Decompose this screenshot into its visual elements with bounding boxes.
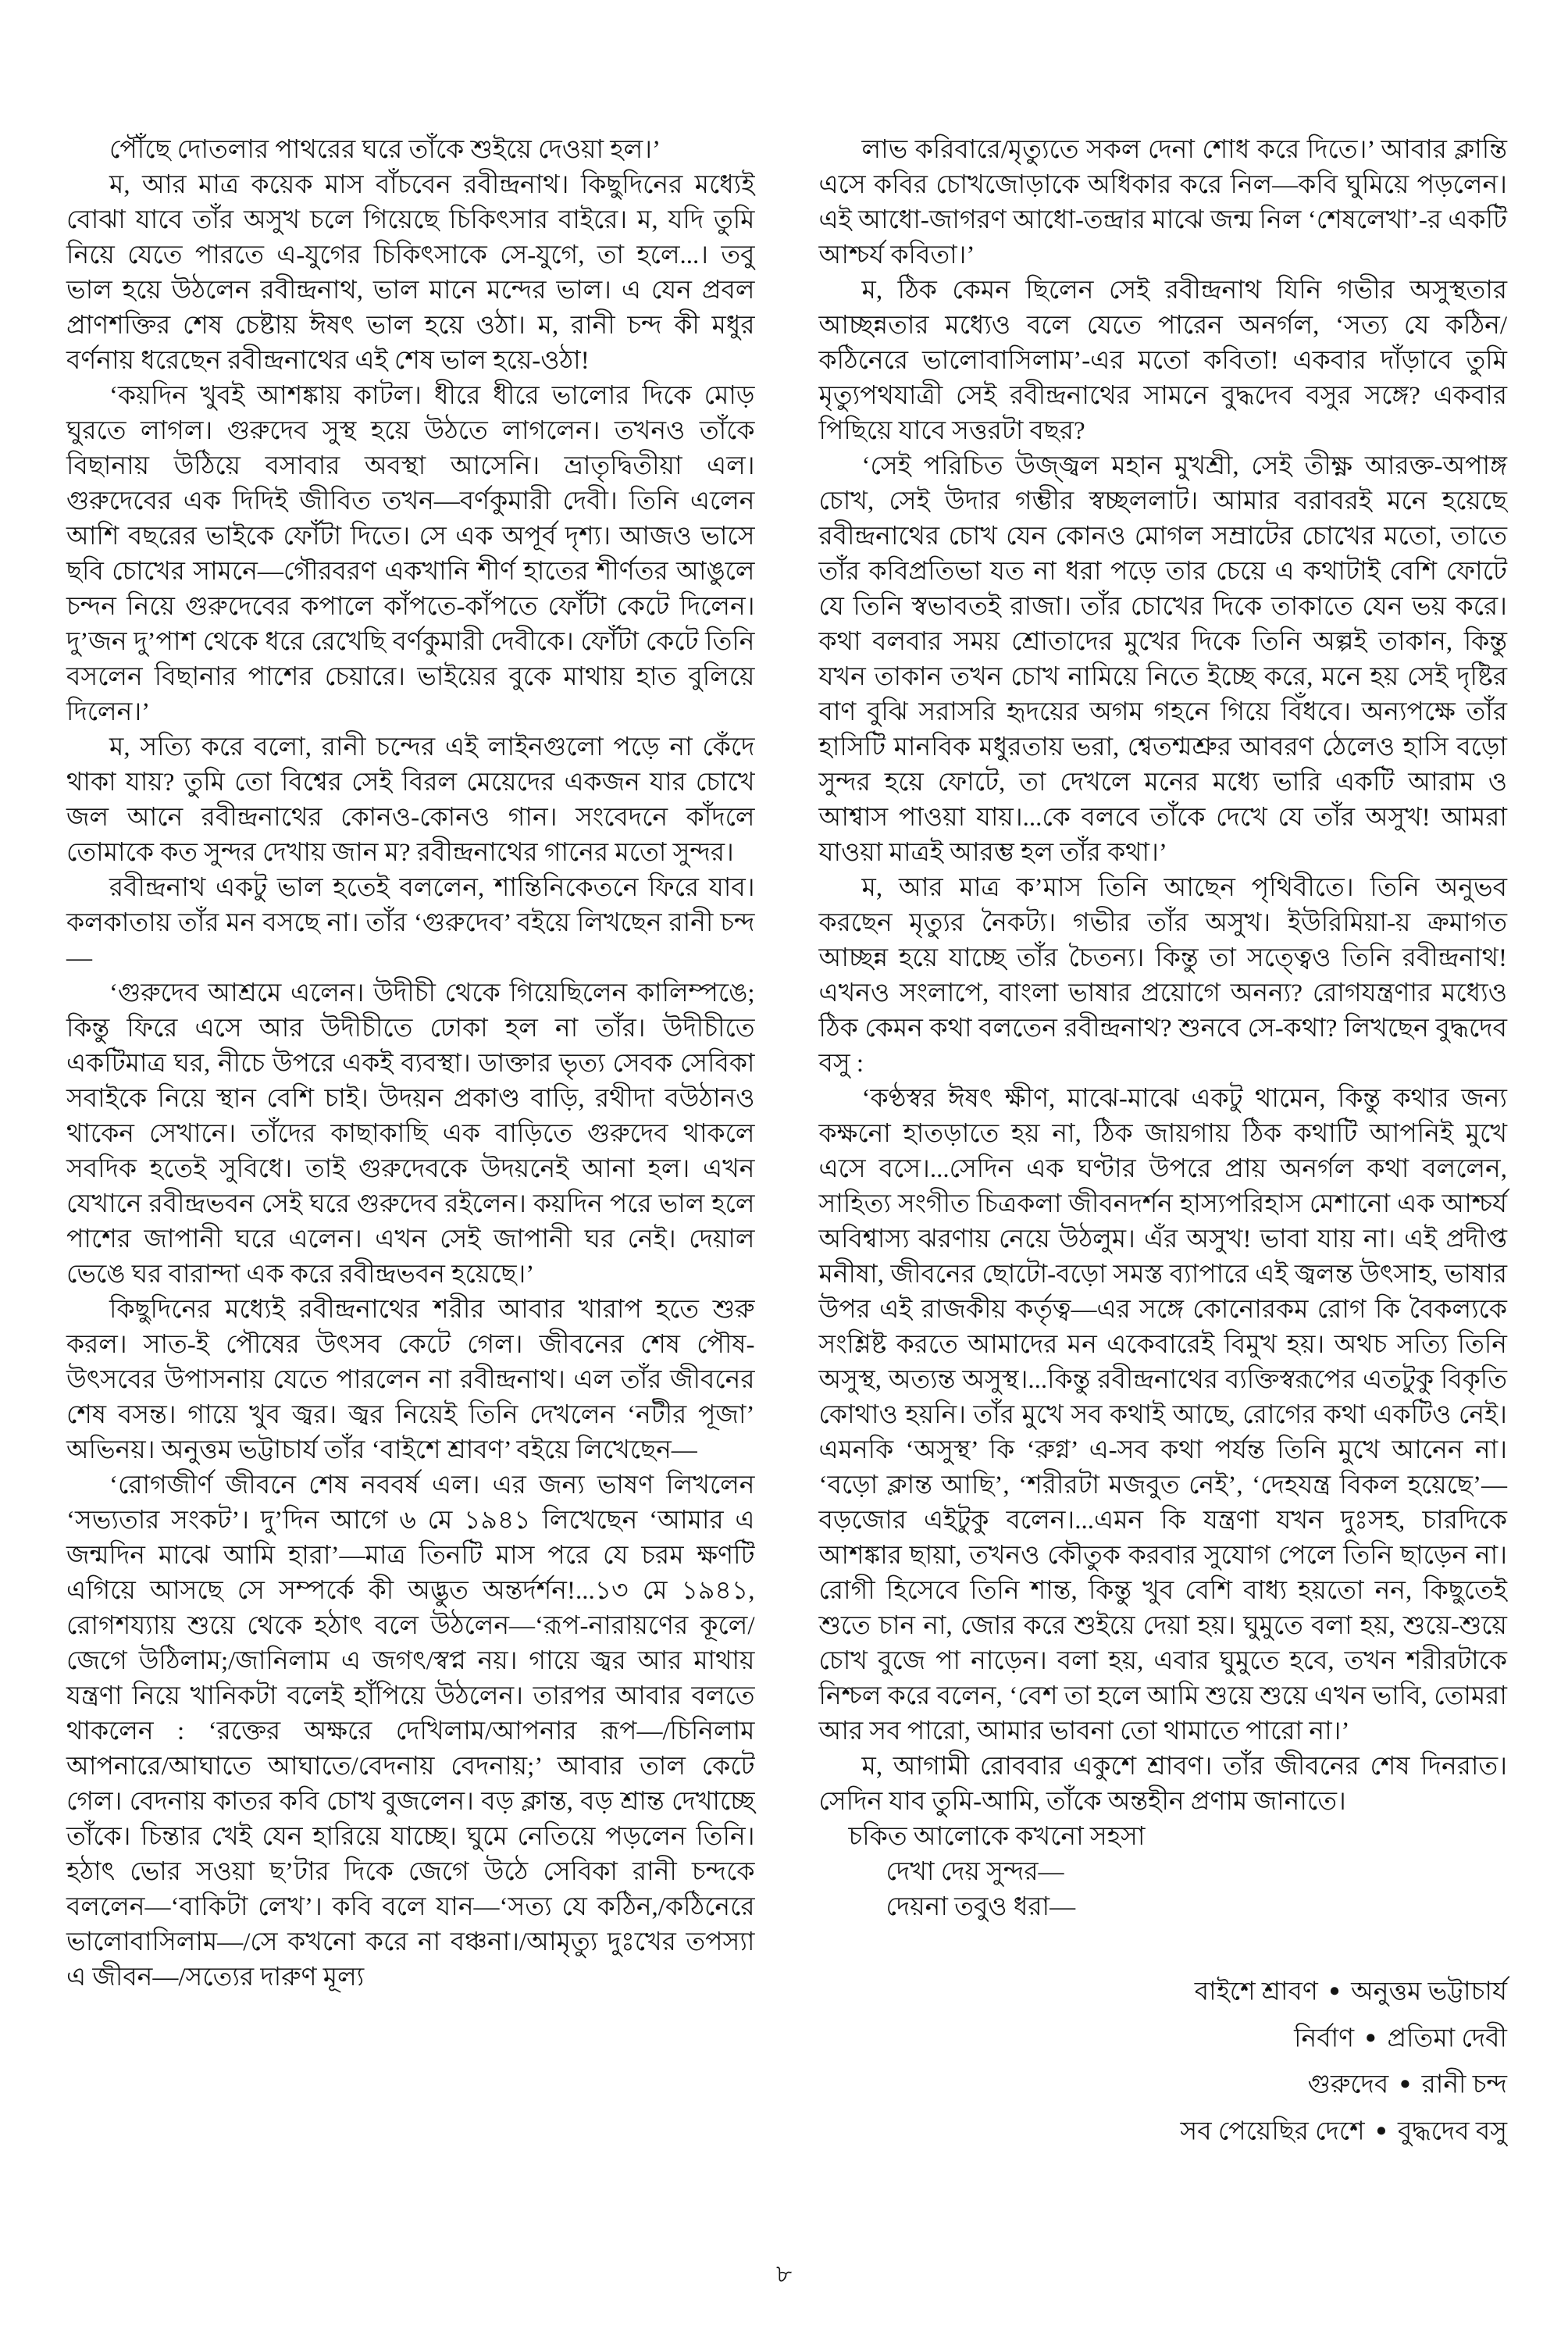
reference-author: রানী চন্দ [1421,2070,1507,2099]
bullet-icon: ● [1399,2074,1411,2095]
paragraph: ম, আগামী রোববার একুশে শ্রাবণ। তাঁর জীবনের শেষ দিনরাত। সেদিন যাব তুমি-আমি, তাঁকে অন্তহীন প্রণাম জানাতে। [818,1753,1507,1816]
right-column [819,133,1508,2155]
bullet-icon: ● [1365,2027,1377,2048]
reference-title: বাইশে শ্রাবণ [1194,1977,1318,2006]
reference-title: গুরুদেব [1307,2070,1389,2099]
paragraph: ম, আর মাত্র ক’মাস তিনি আছেন পৃথিবীতে। তিনি অনুভব করছেন মৃত্যুর নৈকট্য। গভীর তাঁর অসুখ। ইউরিমিয়া-য় ক্রমাগত আচ্ছন্ন হয়ে যাচ্ছে তাঁর চৈতন্য। কিন্তু তা সত্ত্বেও তিনি রবীন্দ্রনাথ! এখনও সংলাপে, বাংলা ভাষার প্রয়োগে অনন্য? রোগযন্ত্রণার মধ্যেও ঠিক কেমন কথা বলতেন রবীন্দ্রনাথ? শুনবে সে-কথা? লিখছেন বুদ্ধদেব বসু : [818,874,1507,1078]
bullet-icon: ● [1375,2120,1388,2141]
paragraph: ‘কণ্ঠস্বর ঈষৎ ক্ষীণ, মাঝে-মাঝে একটু থামেন, কিন্তু কথার জন্য কক্ষনো হাতড়াতে হয় না, ঠিক জায়গায় ঠিক কথাটি আপনিই মুখে এসে বসে।...সেদিন এক ঘণ্টার উপরে প্রায় অনর্গল কথা বললেন, সাহিত্য সংগীত চিত্রকলা জীবনদর্শন হাস্যপরিহাস মেশানো এক আশ্চর্য অবিশ্বাস্য ঝরণায় নেয়ে উঠলুম। এঁর অসুখ! ভাবা যায় না। এই প্রদীপ্ত মনীষা, জীবনের ছোটো-বড়ো সমস্ত ব্যাপারে এই জ্বলন্ত উৎসাহ, ভাষার উপর এই রাজকীয় কর্তৃত্ব—এর সঙ্গে কোনোরকম রোগ কি বৈকল্যকে সংশ্লিষ্ট করতে আমাদের মন একেবারেই বিমুখ হয়। অথচ সত্যি তিনি অসুস্থ, অত্যন্ত অসুস্থ।...কিন্তু রবীন্দ্রনাথের ব্যক্তিস্বরূপের এতটুকু বিকৃতি কোথাও হয়নি। তাঁর মুখে সব কথাই আছে, রোগের কথা একটিও নেই। এমনকি ‘অসুস্থ’ কি ‘রুগ্ন’ এ-সব কথা পর্যন্ত তিনি মুখে আনেন না। ‘বড়ো ক্লান্ত আছি’, ‘শরীরটা মজবুত নেই’, ‘দেহযন্ত্র বিকল হয়েছে’—বড়জোর এইটুকু বলেন।...এমন কি যন্ত্রণা যখন দুঃসহ, চারদিকে আশঙ্কার ছায়া, তখনও কৌতুক করবার সুযোগ পেলে তিনি ছাড়েন না। রোগী হিসেবে তিনি শান্ত, কিন্তু খুব বেশি বাধ্য হয়তো নন, কিছুতেই শুতে চান না, জোর করে শুইয়ে দেয়া হয়। ঘুমুতে বলা হয়, শুয়ে-শুয়ে চোখ বুজে পা নাড়েন। বলা হয়, এবার ঘুমুতে হবে, তখন শরীরটাকে নিশ্চল করে বলেন, ‘বেশ তা হলে আমি শুয়ে শুয়ে এখন ভাবি, তোমরা আর সব পারো, আমার ভাবনা তো থামাতে পারো না।’ [818,1085,1507,1746]
paragraph: কিছুদিনের মধ্যেই রবীন্দ্রনাথের শরীর আবার খারাপ হতে শুরু করল। সাত-ই পৌষের উৎসব কেটে গেল। জীবনের শেষ পৌষ-উৎসবের উপাসনায় যেতে পারলেন না রবীন্দ্রনাথ। এল তাঁর জীবনের শেষ বসন্ত। গায়ে খুব জ্বর। জ্বর নিয়েই তিনি দেখলেন ‘নটীর পূজা’ অভিনয়। অনুত্তম ভট্টাচার্য তাঁর ‘বাইশে শ্রাবণ’ বইয়ে লিখেছেন— [66,1296,755,1464]
page-number: ৮ [775,2260,793,2288]
reference-item [819,2108,1508,2155]
paragraph: লাভ করিবারে/মৃত্যুতে সকল দেনা শোধ করে দিতে।’ আবার ক্লান্তি এসে কবির চোখজোড়াকে অধিকার করে নিল—কবি ঘুমিয়ে পড়লেন। এই আধো-জাগরণ আধো-তন্দ্রার মাঝে জন্ম নিল ‘শেষলেখা’-র একটি আশ্চর্য কবিতা।’ [818,136,1507,269]
verse-line: দেয়না তবুও ধরা— [886,1893,1076,1921]
reference-item [819,1968,1508,2015]
reference-title: নির্বাণ [1294,2024,1355,2053]
reference-item [819,2015,1508,2062]
paragraph: ম, আর মাত্র কয়েক মাস বাঁচবেন রবীন্দ্রনাথ। কিছুদিনের মধ্যেই বোঝা যাবে তাঁর অসুখ চলে গিয়েছে চিকিৎসার বাইরে। ম, যদি তুমি নিয়ে যেতে পারতে এ-যুগের চিকিৎসাকে সে-যুগে, তা হলে...। তবু ভাল হয়ে উঠলেন রবীন্দ্রনাথ, ভাল মানে মন্দের ভাল। এ যেন প্রবল প্রাণশক্তির শেষ চেষ্টায় ঈষৎ ভাল হয়ে ওঠা। ম, রানী চন্দ কী মধুর বর্ণনায় ধরেছেন রবীন্দ্রনাথের এই শেষ ভাল হয়ে-ওঠা! [66,171,755,375]
reference-list [819,1968,1508,2155]
reference-title: সব পেয়েছির দেশে [1180,2117,1365,2146]
paragraph: ম, সত্যি করে বলো, রানী চন্দের এই লাইনগুলো পড়ে না কেঁদে থাকা যায়? তুমি তো বিশ্বের সেই বিরল মেয়েদের একজন যার চোখে জল আনে রবীন্দ্রনাথের কোনও-কোনও গান। সংবেদনে কাঁদলে তোমাকে কত সুন্দর দেখায় জান ম? রবীন্দ্রনাথের গানের মতো সুন্দর। [66,733,755,867]
left-column [66,133,755,2155]
text-columns [66,133,1507,2155]
paragraph: ‘কয়দিন খুবই আশঙ্কায় কাটল। ধীরে ধীরে ভালোর দিকে মোড় ঘুরতে লাগল। গুরুদেব সুস্থ হয়ে উঠতে লাগলেন। তখনও তাঁকে বিছানায় উঠিয়ে বসাবার অবস্থা আসেনি। ভ্রাতৃদ্বিতীয়া এল। গুরুদেবের এক দিদিই জীবিত তখন—বর্ণকুমারী দেবী। তিনি এলেন আশি বছরের ভাইকে ফোঁটা দিতে। সে এক অপূর্ব দৃশ্য। আজও ভাসে ছবি চোখের সামনে—গৌরবরণ একখানি শীর্ণ হাতের শীর্ণতর আঙুলে চন্দন নিয়ে গুরুদেবের কপালে কাঁপতে-কাঁপতে ফোঁটা কেটে দিলেন। দু’জন দু’পাশ থেকে ধরে রেখেছি বর্ণকুমারী দেবীকে। ফোঁটা কেটে তিনি বসলেন বিছানার পাশের চেয়ারে। ভাইয়ের বুকে মাথায় হাত বুলিয়ে দিলেন।’ [66,382,755,726]
reference-author: অনুত্তম ভট্টাচার্য [1351,1977,1507,2006]
verse-block [819,1820,1508,1925]
verse-line: চকিত আলোকে কখনো সহসা [848,1823,1146,1851]
right-column-paragraphs [819,133,1508,1820]
left-column-paragraphs [66,133,755,1995]
paragraph: ‘গুরুদেব আশ্রমে এলেন। উদীচী থেকে গিয়েছিলেন কালিম্পঙে; কিন্তু ফিরে এসে আর উদীচীতে ঢোকা হল না তাঁর। উদীচীতে একটিমাত্র ঘর, নীচে উপরে একই ব্যবস্থা। ডাক্তার ভৃত্য সেবক সেবিকা সবাইকে নিয়ে স্থান বেশি চাই। উদয়ন প্রকাণ্ড বাড়ি, রথীদা বউঠানও থাকেন সেখানে। তাঁদের কাছাকাছি এক বাড়িতে গুরুদেব থাকলে সবদিক হতেই সুবিধে। তাই গুরুদেবকে উদয়নেই আনা হল। এখন যেখানে রবীন্দ্রভবন সেই ঘরে গুরুদেব রইলেন। কয়দিন পরে ভাল হলে পাশের জাপানী ঘরে এলেন। এখন সেই জাপানী ঘর নেই। দেয়াল ভেঙে ঘর বারান্দা এক করে রবীন্দ্রভবন হয়েছে।’ [66,979,755,1289]
paragraph: রবীন্দ্রনাথ একটু ভাল হতেই বললেন, শান্তিনিকেতনে ফিরে যাব। কলকাতায় তাঁর মন বসছে না। তাঁর ‘গুরুদেব’ বইয়ে লিখছেন রানী চন্দ— [66,874,755,972]
bullet-icon: ● [1328,1981,1341,2001]
verse-line: দেখা দেয় সুন্দর— [886,1858,1064,1886]
paragraph: ম, ঠিক কেমন ছিলেন সেই রবীন্দ্রনাথ যিনি গভীর অসুস্থতার আচ্ছন্নতার মধ্যেও বলে যেতে পারেন অনর্গল, ‘সত্য যে কঠিন/কঠিনেরে ভালোবাসিলাম’-এর মতো কবিতা! একবার দাঁড়াবে তুমি মৃত্যুপথযাত্রী সেই রবীন্দ্রনাথের সামনে বুদ্ধদেব বসুর সঙ্গে? একবার পিছিয়ে যাবে সত্তরটা বছর? [818,276,1507,445]
reference-author: প্রতিমা দেবী [1387,2024,1507,2053]
paragraph: ‘রোগজীর্ণ জীবনে শেষ নববর্ষ এল। এর জন্য ভাষণ লিখলেন ‘সভ্যতার সংকট’। দু’দিন আগে ৬ মে ১৯৪১ লিখেছেন ‘আমার এ জন্মদিন মাঝে আমি হারা’—মাত্র তিনটি মাস পরে যে চরম ক্ষণটি এগিয়ে আসছে সে সম্পর্কে কী অদ্ভুত অন্তর্দর্শন!...১৩ মে ১৯৪১, রোগশয্যায় শুয়ে থেকে হঠাৎ বলে উঠলেন—‘রূপ-নারায়ণের কূলে/জেগে উঠিলাম;/জানিলাম এ জগৎ/স্বপ্ন নয়। গায়ে জ্বর আর মাথায় যন্ত্রণা নিয়ে খানিকটা বলেই হাঁপিয়ে উঠলেন। তারপর আবার বলতে থাকলেন : ‘রক্তের অক্ষরে দেখিলাম/আপনার রূপ—/চিনিলাম আপনারে/আঘাতে আঘাতে/বেদনায় বেদনায়;’ আবার তাল কেটে গেল। বেদনায় কাতর কবি চোখ বুজলেন। বড় ক্লান্ত, বড় শ্রান্ত দেখাচ্ছে তাঁকে। চিন্তার খেই যেন হারিয়ে যাচ্ছে। ঘুমে নেতিয়ে পড়লেন তিনি। হঠাৎ ভোর সওয়া ছ’টার দিকে জেগে উঠে সেবিকা রানী চন্দকে বললেন—‘বাকিটা লেখ’। কবি বলে যান—‘সত্য যে কঠিন,/কঠিনেরে ভালোবাসিলাম—/সে কখনো করে না বঞ্চনা।/আমৃত্যু দুঃখের তপস্যা এ জীবন—/সত্যের দারুণ মূল্য [66,1471,755,1992]
reference-author: বুদ্ধদেব বসু [1398,2117,1507,2146]
reference-item [819,2061,1508,2108]
paragraph: ‘সেই পরিচিত উজ্জ্বল মহান মুখশ্রী, সেই তীক্ষ্ণ আরক্ত-অপাঙ্গ চোখ, সেই উদার গম্ভীর স্বচ্ছললাট। আমার বরাবরই মনে হয়েছে রবীন্দ্রনাথের চোখ যেন কোনও মোগল সম্রাটের চোখের মতো, তাতে তাঁর কবিপ্রতিভা যত না ধরা পড়ে তার চেয়ে এ কথাটাই বেশি ফোটে যে তিনি স্বভাবতই রাজা। তাঁর চোখের দিকে তাকাতে যেন ভয় করে। কথা বলবার সময় শ্রোতাদের মুখের দিকে তিনি অল্পই তাকান, কিন্তু যখন তাকান তখন চোখ নামিয়ে নিতে ইচ্ছে করে, মনে হয় সেই দৃষ্টির বাণ বুঝি সরাসরি হৃদয়ের অগম গহনে গিয়ে বিঁধবে। অন্যপক্ষে তাঁর হাসিটি মানবিক মধুরতায় ভরা, শ্বেতশ্মশ্রুর আবরণ ঠেলেও হাসি বড়ো সুন্দর হয়ে ফোটে, তা দেখলে মনের মধ্যে ভারি একটি আরাম ও আশ্বাস পাওয়া যায়।...কে বলবে তাঁকে দেখে যে তাঁর অসুখ! আমরা যাওয়া মাত্রই আরম্ভ হল তাঁর কথা।’ [818,452,1507,867]
paragraph: পৌঁছে দোতলার পাথরের ঘরে তাঁকে শুইয়ে দেওয়া হল।’ [109,136,661,164]
